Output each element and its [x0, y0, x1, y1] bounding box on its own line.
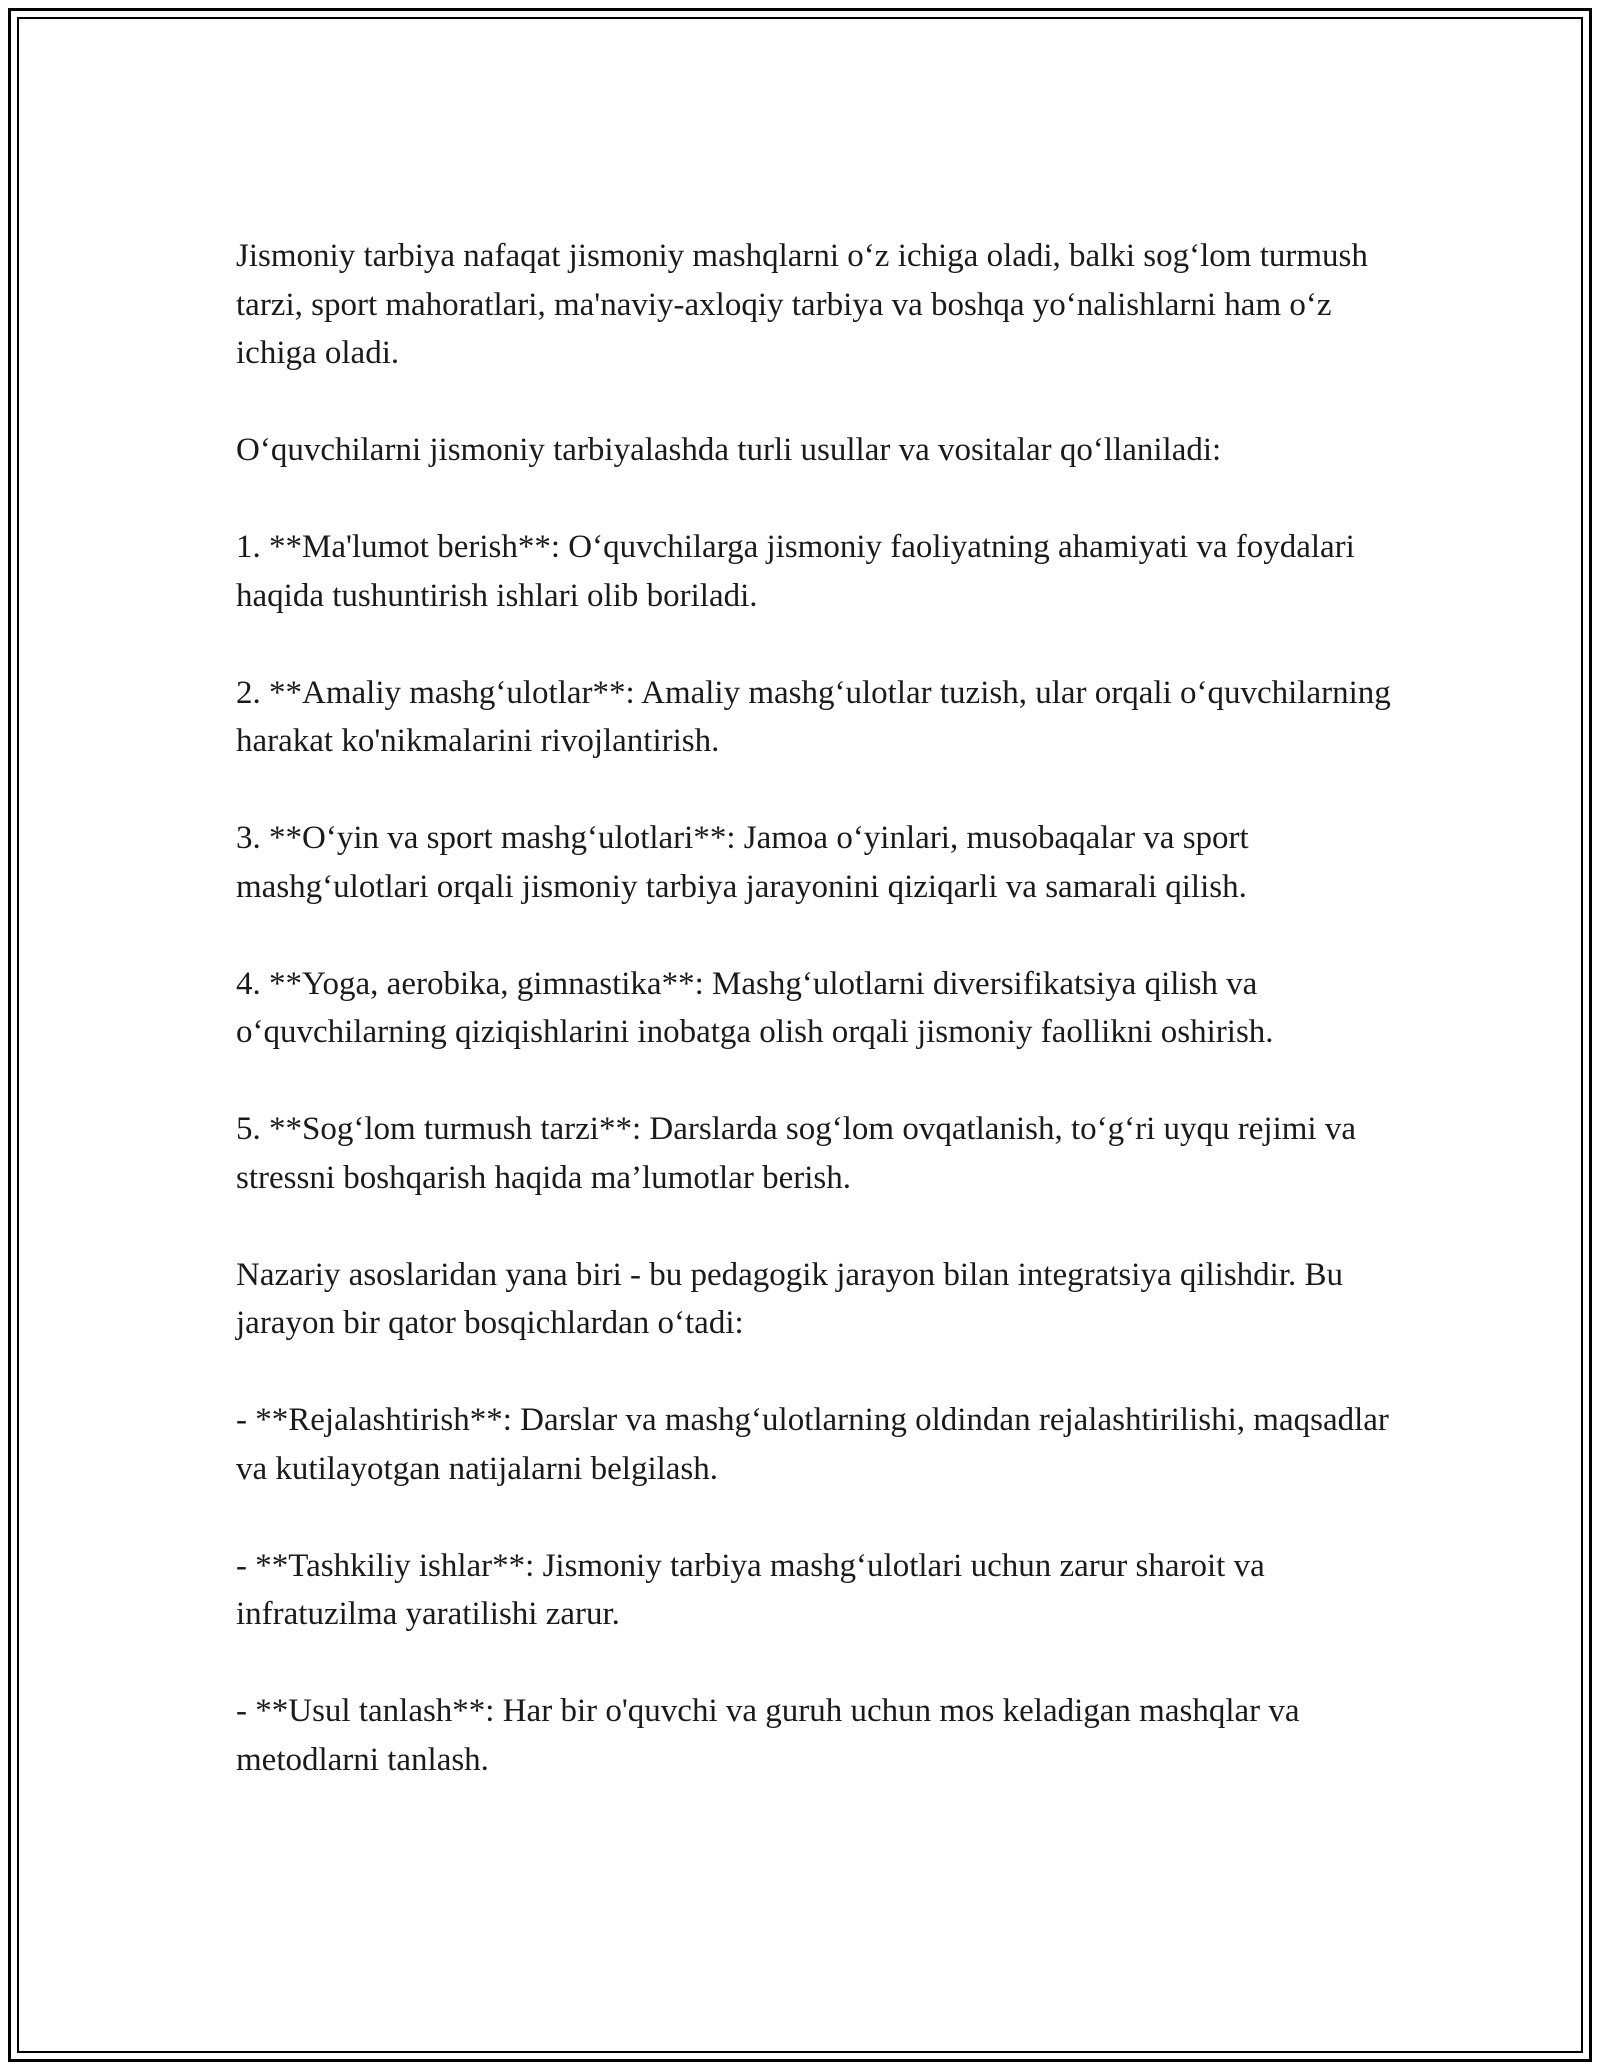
paragraph-methods-lead: O‘quvchilarni jismoniy tarbiyalashda turli usullar va vositalar qo‘llaniladi:	[236, 432, 1222, 468]
list-item-2: 2. **Amaliy mashg‘ulotlar**: Amaliy mashg‘ulotlar tuzish, ular orqali o‘quvchilarning harakat ko'nikmalarini rivojlantirish.	[236, 674, 1391, 759]
bullet-item-planning: - **Rejalashtirish**: Darslar va mashg‘ulotlarning oldindan rejalashtirilishi, maqsadlar va kutilayotgan natijalarni belgilash.	[236, 1402, 1389, 1487]
document-body	[236, 232, 1396, 1833]
paragraph-integration: Nazariy asoslaridan yana biri - bu pedagogik jarayon bilan integratsiya qilishdir. Bu jarayon bir qator bosqichlardan o‘tadi:	[236, 1256, 1344, 1341]
bullet-item-method-selection: - **Usul tanlash**: Har bir o'quvchi va guruh uchun mos keladigan mashqlar va metodlarni tanlash.	[236, 1693, 1300, 1778]
list-item-4: 4. **Yoga, aerobika, gimnastika**: Mashg‘ulotlarni diversifikatsiya qilish va o‘quvchilarning qiziqishlarini inobatga olish orqali jismoniy faollikni oshirish.	[236, 965, 1274, 1050]
list-item-3: 3. **O‘yin va sport mashg‘ulotlari**: Jamoa o‘yinlari, musobaqalar va sport mashg‘ulotlari orqali jismoniy tarbiya jarayonini qiziqarli va samarali qilish.	[236, 820, 1249, 905]
list-item-1: 1. **Ma'lumot berish**: O‘quvchilarga jismoniy faoliyatning ahamiyati va foydalari haqida tushuntirish ishlari olib boriladi.	[236, 529, 1355, 614]
bullet-item-organization: - **Tashkiliy ishlar**: Jismoniy tarbiya mashg‘ulotlari uchun zarur sharoit va infratuzilma yaratilishi zarur.	[236, 1547, 1265, 1632]
paragraph-intro: Jismoniy tarbiya nafaqat jismoniy mashqlarni o‘z ichiga oladi, balki sog‘lom turmush tarzi, sport mahoratlari, ma'naviy-axloqiy tarbiya va boshqa yo‘nalishlarni ham o‘z ichiga oladi.	[236, 238, 1368, 371]
list-item-5: 5. **Sog‘lom turmush tarzi**: Darslarda sog‘lom ovqatlanish, to‘g‘ri uyqu rejimi va stressni boshqarish haqida ma’lumotlar berish.	[236, 1111, 1356, 1196]
